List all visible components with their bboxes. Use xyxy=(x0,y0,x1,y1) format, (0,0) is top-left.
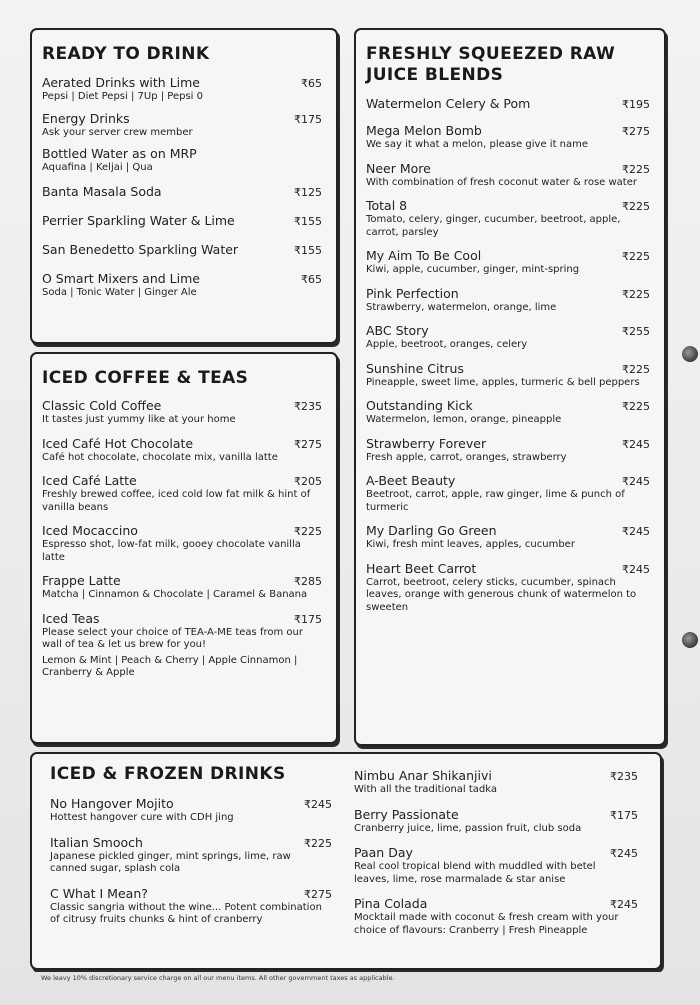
item-price: ₹245 xyxy=(622,437,650,451)
item-price: ₹235 xyxy=(294,400,322,413)
menu-item xyxy=(42,573,322,602)
item-price: ₹175 xyxy=(294,612,322,626)
item-price: ₹65 xyxy=(301,272,322,286)
item-name: Italian Smooch xyxy=(50,834,143,850)
item-name: Heart Beet Carrot xyxy=(366,560,477,576)
item-price: ₹155 xyxy=(294,214,322,228)
item-price: ₹225 xyxy=(622,162,650,176)
item-desc: Freshly brewed coffee, iced cold low fat milk & hint of vanilla beans xyxy=(42,489,311,513)
item-desc: Pineapple, sweet lime, apples, turmeric & bell peppers xyxy=(366,376,640,388)
menu-item xyxy=(366,286,650,315)
item-name: ABC Story xyxy=(366,323,429,338)
item-price: ₹205 xyxy=(294,475,322,488)
item-price: ₹275 xyxy=(622,125,650,138)
item-price: ₹195 xyxy=(622,98,650,111)
item-price: ₹225 xyxy=(622,362,650,376)
menu-item xyxy=(366,398,650,427)
item-name: No Hangover Mojito xyxy=(50,796,174,811)
item-name: Pina Colada xyxy=(354,896,428,911)
item-name: Pink Perfection xyxy=(366,285,459,301)
section-title: READY TO DRINK xyxy=(42,44,210,64)
section-title: ICED & FROZEN DRINKS xyxy=(50,764,286,784)
item-price: ₹245 xyxy=(622,562,650,576)
menu-item xyxy=(42,111,322,140)
item-name: Outstanding Kick xyxy=(366,398,473,413)
menu-item xyxy=(42,213,322,229)
item-price: ₹275 xyxy=(304,887,332,901)
item-desc-options: Lemon & Mint | Peach & Cherry | Apple Cinnamon | Cranberry & Apple xyxy=(42,654,298,678)
item-name: Berry Passionate xyxy=(354,806,459,822)
item-price: ₹245 xyxy=(610,898,638,911)
item-desc: With combination of fresh coconut water & rose water xyxy=(366,176,637,188)
item-price: ₹275 xyxy=(294,437,322,451)
item-price: ₹125 xyxy=(294,185,322,199)
menu-item xyxy=(42,242,322,258)
frozen-section xyxy=(30,752,662,970)
item-name: Neer More xyxy=(366,160,431,176)
item-price: ₹225 xyxy=(622,400,650,413)
ready-to-drink-section xyxy=(30,28,338,344)
item-name: Watermelon Celery & Pom xyxy=(366,96,531,111)
item-desc: We say it what a melon, please give it name xyxy=(366,139,589,150)
menu-item xyxy=(366,198,650,239)
item-price: ₹255 xyxy=(622,325,650,338)
menu-item xyxy=(42,523,322,564)
menu-item xyxy=(50,835,332,876)
item-price: ₹225 xyxy=(304,836,332,850)
item-desc: Fresh apple, carrot, oranges, strawberry xyxy=(366,451,567,463)
item-name: Iced Café Hot Chocolate xyxy=(42,435,194,451)
item-desc: Pepsi | Diet Pepsi | 7Up | Pepsi 0 xyxy=(42,91,203,102)
item-name: Banta Masala Soda xyxy=(42,183,162,199)
item-desc: Ask your server crew member xyxy=(42,126,193,138)
item-desc: Classic sangria without the wine... Potent combination of citrusy fruits chunks & hint of cranberry xyxy=(50,901,322,925)
item-price: ₹235 xyxy=(610,770,638,783)
frozen-left-column xyxy=(50,796,332,927)
item-desc: Mocktail made with coconut & fresh cream with your choice of flavours: Cranberry | Fresh Pineapple xyxy=(354,912,619,936)
item-price: ₹225 xyxy=(622,250,650,263)
item-list xyxy=(42,398,322,680)
item-desc: Espresso shot, low-fat milk, gooey chocolate vanilla latte xyxy=(42,539,301,563)
item-desc: Cranberry juice, lime, passion fruit, club soda xyxy=(354,822,582,834)
item-desc: Aquafina | Keljai | Qua xyxy=(42,162,153,173)
item-price: ₹245 xyxy=(622,525,650,538)
item-price: ₹225 xyxy=(622,200,650,213)
item-name: O Smart Mixers and Lime xyxy=(42,270,200,286)
item-desc: Japanese pickled ginger, mint springs, lime, raw canned sugar, splash cola xyxy=(50,850,291,874)
menu-item xyxy=(42,184,322,200)
menu-item xyxy=(366,436,650,465)
item-name: Sunshine Citrus xyxy=(366,360,464,376)
item-price: ₹245 xyxy=(610,847,638,860)
item-desc: Hottest hangover cure with CDH jing xyxy=(50,812,234,823)
item-name: My Darling Go Green xyxy=(366,523,497,538)
menu-item xyxy=(366,323,650,352)
section-title: FRESHLY SQUEEZED RAW JUICE BLENDS xyxy=(366,44,616,85)
item-name: Paan Day xyxy=(354,845,413,860)
item-name: Iced Teas xyxy=(42,610,100,626)
menu-item xyxy=(366,123,650,152)
binder-clip-icon xyxy=(682,346,698,362)
item-price: ₹175 xyxy=(294,112,322,126)
item-desc: Carrot, beetroot, celery sticks, cucumber, spinach leaves, orange with generous chunk of watermelon to sweeten xyxy=(366,576,637,613)
menu-item xyxy=(42,473,322,514)
item-desc: With all the traditional tadka xyxy=(354,784,498,795)
item-name: Perrier Sparkling Water & Lime xyxy=(42,212,235,228)
item-price: ₹225 xyxy=(622,287,650,301)
item-price: ₹245 xyxy=(304,798,332,811)
item-desc: Beetroot, carrot, apple, raw ginger, lime & punch of turmeric xyxy=(366,489,625,513)
section-title: ICED COFFEE & TEAS xyxy=(42,368,249,388)
menu-item xyxy=(354,768,638,797)
item-list xyxy=(366,96,650,614)
menu-item xyxy=(42,146,322,175)
menu-item xyxy=(366,96,650,112)
menu-item xyxy=(354,807,638,836)
menu-item xyxy=(354,896,638,937)
menu-item xyxy=(366,523,650,552)
menu-item xyxy=(366,248,650,277)
binder-clip-icon xyxy=(682,632,698,648)
menu-item xyxy=(42,436,322,465)
item-desc: Matcha | Cinnamon & Chocolate | Caramel & Banana xyxy=(42,589,308,600)
item-name: Energy Drinks xyxy=(42,110,130,126)
item-name: Total 8 xyxy=(366,198,408,213)
iced-coffee-section xyxy=(30,352,338,744)
item-price: ₹225 xyxy=(294,525,322,538)
menu-item xyxy=(50,886,332,927)
item-desc: Tomato, celery, ginger, cucumber, beetroot, apple, carrot, parsley xyxy=(366,214,621,238)
item-desc: Please select your choice of TEA-A-ME teas from our wall of tea & let us brew for you! xyxy=(42,626,303,650)
item-desc: Watermelon, lemon, orange, pineapple xyxy=(366,414,562,425)
item-name: Nimbu Anar Shikanjivi xyxy=(354,768,492,783)
item-desc: Apple, beetroot, oranges, celery xyxy=(366,339,528,350)
item-price: ₹65 xyxy=(301,77,322,90)
item-name: A-Beet Beauty xyxy=(366,473,456,488)
menu-item xyxy=(42,271,322,300)
item-price: ₹155 xyxy=(294,243,322,257)
item-price: ₹175 xyxy=(610,808,638,822)
item-name: Aerated Drinks with Lime xyxy=(42,75,201,90)
item-name: Strawberry Forever xyxy=(366,435,487,451)
item-name: Frappe Latte xyxy=(42,573,121,588)
item-name: San Benedetto Sparkling Water xyxy=(42,241,239,257)
item-desc: It tastes just yummy like at your home xyxy=(42,414,236,425)
item-desc: Kiwi, apple, cucumber, ginger, mint-spring xyxy=(366,264,580,275)
menu-item xyxy=(42,75,322,104)
juice-section xyxy=(354,28,666,746)
item-desc: Café hot chocolate, chocolate mix, vanilla latte xyxy=(42,451,278,463)
menu-item xyxy=(42,398,322,427)
menu-item xyxy=(366,473,650,514)
menu-item xyxy=(354,845,638,886)
item-desc: Soda | Tonic Water | Ginger Ale xyxy=(42,286,197,298)
menu-item xyxy=(50,796,332,825)
item-desc: Real cool tropical blend with muddled with betel leaves, lime, rose marmalade & star anise xyxy=(354,861,596,885)
menu-item xyxy=(42,611,322,680)
item-desc: Strawberry, watermelon, orange, lime xyxy=(366,301,557,313)
frozen-right-column xyxy=(354,768,638,937)
item-name: Classic Cold Coffee xyxy=(42,398,162,413)
item-name: Iced Mocaccino xyxy=(42,523,138,538)
item-desc: Kiwi, fresh mint leaves, apples, cucumber xyxy=(366,539,575,550)
menu-item xyxy=(366,361,650,390)
item-price: ₹285 xyxy=(294,575,322,588)
item-name: C What I Mean? xyxy=(50,885,148,901)
item-list xyxy=(42,75,322,299)
item-name: My Aim To Be Cool xyxy=(366,248,482,263)
item-name: Mega Melon Bomb xyxy=(366,123,482,138)
item-name: Bottled Water as on MRP xyxy=(42,146,197,161)
menu-item xyxy=(366,161,650,190)
item-name: Iced Café Latte xyxy=(42,473,137,488)
menu-item xyxy=(366,561,650,615)
service-charge-note: We leavy 10% discretionary service charge on all our menu items. All other government taxes as applicable. xyxy=(36,972,664,984)
item-price: ₹245 xyxy=(622,475,650,488)
